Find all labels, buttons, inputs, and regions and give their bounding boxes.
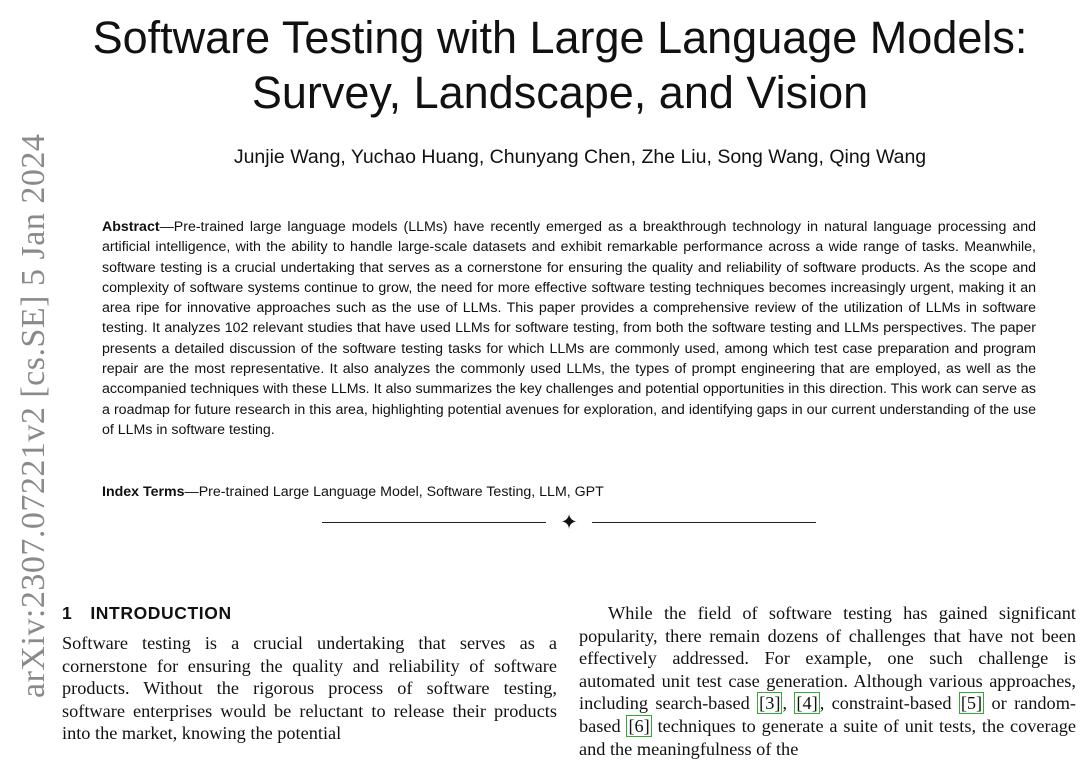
right-text-part-1: While the field of software testing has gained significant popularity, there remain dozens of challenges that have not been effectively addressed. For example, one such challenge is automated unit test case generation. Although various approaches, including search-based <box>579 603 1076 714</box>
abstract-label: Abstract <box>102 219 160 235</box>
body-text-right-column <box>579 602 1076 760</box>
citation-link-4[interactable]: [4] <box>796 693 818 714</box>
citation-link-6[interactable]: [6] <box>628 715 650 736</box>
abstract <box>102 217 1036 440</box>
section-heading-introduction <box>62 602 232 624</box>
index-terms-text: —Pre-trained Large Language Model, Software Testing, LLM, GPT <box>184 484 604 500</box>
right-text-part-4: techniques to generate a suite of unit tests, the coverage and the meaningfulness of the <box>579 715 1076 759</box>
abstract-text: —Pre-trained large language models (LLMs) have recently emerged as a breakthrough technology in natural language processing and artificial intelligence, with the ability to handle large-scale datasets and exhibit remarkable performance across a wide range of tasks. Meanwhile, software testing is a crucial undertaking that serves as a cornerstone for ensuring the quality and reliability of software products. As the scope and complexity of software systems continue to grow, the need for more effective software testing techniques becomes increasingly urgent, making it an area ripe for innovative approaches such as the use of LLMs. This paper provides a comprehensive review of the utilization of LLMs in software testing. It analyzes 102 relevant studies that have used LLMs for software testing, from both the software testing and LLMs perspectives. The paper presents a detailed discussion of the software testing tasks for which LLMs are commonly used, among which test case preparation and program repair are the most representative. It also analyzes the commonly used LLMs, the types of prompt engineering that are employed, as well as the accompanied techniques with these LLMs. It also summarizes the key challenges and potential opportunities in this direction. This work can serve as a roadmap for future research in this area, highlighting potential avenues for exploration, and identifying gaps in our current understanding of the use of LLMs in software testing. <box>102 219 1036 438</box>
section-divider <box>322 512 816 534</box>
citation-link-5[interactable]: [5] <box>960 693 983 714</box>
arxiv-identifier-stamp: arXiv:2307.07221v2 [cs.SE] 5 Jan 2024 <box>15 133 52 698</box>
divider-star-icon: ✦ <box>560 510 578 534</box>
divider-rule-right <box>592 522 816 523</box>
paper-title <box>40 10 1080 120</box>
section-title: INTRODUCTION <box>90 603 232 623</box>
divider-rule-left <box>322 522 546 523</box>
body-text-left-column: Software testing is a crucial undertaking that serves as a cornerstone for ensuring the quality and reliability of software products. Without the rigorous process of software testing, software enterprises would be reluctant to release their products into the market, knowing the potential <box>62 633 557 744</box>
right-text-part-2: , constraint-based <box>819 693 959 714</box>
citation-link-3[interactable]: [3] <box>759 693 781 714</box>
author-list: Junjie Wang, Yuchao Huang, Chunyang Chen, Zhe Liu, Song Wang, Qing Wang <box>233 146 927 168</box>
index-terms <box>102 482 1036 502</box>
title-line-2: Survey, Landscape, and Vision <box>251 67 869 118</box>
index-terms-label: Index Terms <box>102 484 185 500</box>
right-text-sep-1: , <box>782 693 795 714</box>
section-number: 1 <box>62 603 73 623</box>
right-text-part-3: or random-based <box>579 693 1076 736</box>
title-line-1: Software Testing with Large Language Models: <box>92 12 1028 63</box>
